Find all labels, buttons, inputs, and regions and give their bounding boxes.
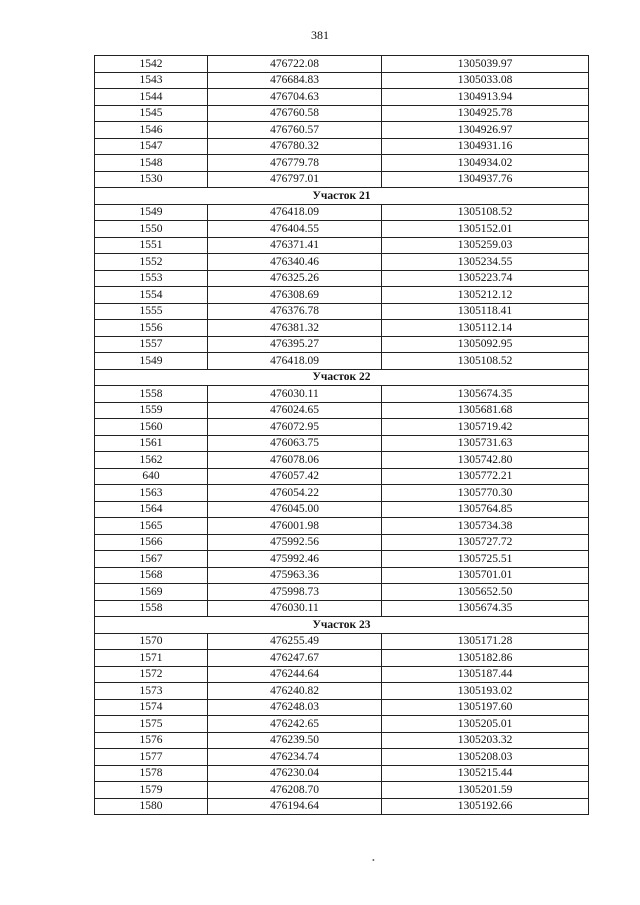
y-coordinate-cell: 1305192.66 [382,798,589,815]
y-coordinate-cell: 1305171.28 [382,633,589,650]
point-number-cell: 1543 [95,72,208,89]
y-coordinate-cell: 1305182.86 [382,650,589,667]
y-coordinate-cell: 1305223.74 [382,270,589,287]
point-number-cell: 1572 [95,666,208,683]
table-row [95,633,589,650]
point-number-cell: 1554 [95,287,208,304]
point-number-cell: 1563 [95,485,208,502]
y-coordinate-cell: 1305197.60 [382,699,589,716]
x-coordinate-cell: 476780.32 [208,138,382,155]
table-row [95,650,589,667]
y-coordinate-cell: 1305193.02 [382,683,589,700]
x-coordinate-cell: 476045.00 [208,501,382,518]
table-row [95,72,589,89]
table-row [95,56,589,73]
x-coordinate-cell: 475992.46 [208,551,382,568]
point-number-cell: 1557 [95,336,208,353]
table-row [95,501,589,518]
x-coordinate-cell: 476308.69 [208,287,382,304]
x-coordinate-cell: 476418.09 [208,204,382,221]
scan-speck: • [372,856,375,865]
x-coordinate-cell: 476072.95 [208,419,382,436]
x-coordinate-cell: 476395.27 [208,336,382,353]
y-coordinate-cell: 1305734.38 [382,518,589,535]
table-row [95,287,589,304]
y-coordinate-cell: 1305205.01 [382,716,589,733]
point-number-cell: 1549 [95,353,208,370]
y-coordinate-cell: 1304934.02 [382,155,589,172]
x-coordinate-cell: 476194.64 [208,798,382,815]
y-coordinate-cell: 1305203.32 [382,732,589,749]
x-coordinate-cell: 476797.01 [208,171,382,188]
table-row [95,683,589,700]
point-number-cell: 1579 [95,782,208,799]
point-number-cell: 1542 [95,56,208,73]
table-row [95,89,589,106]
point-number-cell: 1548 [95,155,208,172]
x-coordinate-cell: 476078.06 [208,452,382,469]
y-coordinate-cell: 1305118.41 [382,303,589,320]
point-number-cell: 1580 [95,798,208,815]
y-coordinate-cell: 1304931.16 [382,138,589,155]
y-coordinate-cell: 1305742.80 [382,452,589,469]
table-row [95,386,589,403]
point-number-cell: 1577 [95,749,208,766]
point-number-cell: 1552 [95,254,208,271]
point-number-cell: 1560 [95,419,208,436]
x-coordinate-cell: 476001.98 [208,518,382,535]
table-row [95,320,589,337]
point-number-cell: 1550 [95,221,208,238]
point-number-cell: 1574 [95,699,208,716]
y-coordinate-cell: 1305187.44 [382,666,589,683]
table-row [95,435,589,452]
point-number-cell: 1569 [95,584,208,601]
y-coordinate-cell: 1305674.35 [382,600,589,617]
y-coordinate-cell: 1305208.03 [382,749,589,766]
coordinates-table-body [95,56,589,815]
x-coordinate-cell: 476063.75 [208,435,382,452]
y-coordinate-cell: 1305772.21 [382,468,589,485]
x-coordinate-cell: 476234.74 [208,749,382,766]
y-coordinate-cell: 1305152.01 [382,221,589,238]
point-number-cell: 1578 [95,765,208,782]
point-number-cell: 1573 [95,683,208,700]
x-coordinate-cell: 476722.08 [208,56,382,73]
x-coordinate-cell: 476684.83 [208,72,382,89]
x-coordinate-cell: 476371.41 [208,237,382,254]
x-coordinate-cell: 476340.46 [208,254,382,271]
y-coordinate-cell: 1305725.51 [382,551,589,568]
y-coordinate-cell: 1305033.08 [382,72,589,89]
section-header-row [95,617,589,634]
x-coordinate-cell: 476054.22 [208,485,382,502]
y-coordinate-cell: 1305764.85 [382,501,589,518]
x-coordinate-cell: 476247.67 [208,650,382,667]
y-coordinate-cell: 1305731.63 [382,435,589,452]
y-coordinate-cell: 1305674.35 [382,386,589,403]
point-number-cell: 1562 [95,452,208,469]
point-number-cell: 1558 [95,386,208,403]
table-row [95,336,589,353]
x-coordinate-cell: 476255.49 [208,633,382,650]
x-coordinate-cell: 476248.03 [208,699,382,716]
y-coordinate-cell: 1305652.50 [382,584,589,601]
point-number-cell: 1576 [95,732,208,749]
x-coordinate-cell: 476230.04 [208,765,382,782]
point-number-cell: 1553 [95,270,208,287]
page-number: 381 [311,28,329,42]
table-row [95,518,589,535]
table-row [95,122,589,139]
point-number-cell: 1570 [95,633,208,650]
x-coordinate-cell: 476760.58 [208,105,382,122]
table-row [95,419,589,436]
table-row [95,254,589,271]
y-coordinate-cell: 1305770.30 [382,485,589,502]
x-coordinate-cell: 476024.65 [208,402,382,419]
point-number-cell: 1564 [95,501,208,518]
point-number-cell: 1568 [95,567,208,584]
y-coordinate-cell: 1305039.97 [382,56,589,73]
table-row [95,155,589,172]
point-number-cell: 1561 [95,435,208,452]
y-coordinate-cell: 1305108.52 [382,353,589,370]
y-coordinate-cell: 1305201.59 [382,782,589,799]
x-coordinate-cell: 476704.63 [208,89,382,106]
table-row [95,171,589,188]
section-title: Участок 23 [95,617,589,634]
point-number-cell: 1549 [95,204,208,221]
y-coordinate-cell: 1305108.52 [382,204,589,221]
point-number-cell: 1565 [95,518,208,535]
y-coordinate-cell: 1305112.14 [382,320,589,337]
table-row [95,551,589,568]
x-coordinate-cell: 476242.65 [208,716,382,733]
point-number-cell: 1530 [95,171,208,188]
table-row [95,765,589,782]
section-title: Участок 22 [95,369,589,386]
y-coordinate-cell: 1305092.95 [382,336,589,353]
point-number-cell: 1575 [95,716,208,733]
point-number-cell: 1555 [95,303,208,320]
y-coordinate-cell: 1305234.55 [382,254,589,271]
table-row [95,485,589,502]
table-row [95,237,589,254]
table-row [95,353,589,370]
x-coordinate-cell: 476376.78 [208,303,382,320]
table-row [95,452,589,469]
table-row [95,534,589,551]
y-coordinate-cell: 1304925.78 [382,105,589,122]
table-row [95,782,589,799]
y-coordinate-cell: 1305215.44 [382,765,589,782]
x-coordinate-cell: 476240.82 [208,683,382,700]
y-coordinate-cell: 1305681.68 [382,402,589,419]
x-coordinate-cell: 476239.50 [208,732,382,749]
point-number-cell: 1559 [95,402,208,419]
point-number-cell: 1545 [95,105,208,122]
table-row [95,221,589,238]
table-row [95,567,589,584]
x-coordinate-cell: 476208.70 [208,782,382,799]
x-coordinate-cell: 476381.32 [208,320,382,337]
x-coordinate-cell: 476760.57 [208,122,382,139]
point-number-cell: 1558 [95,600,208,617]
table-row [95,699,589,716]
table-row [95,666,589,683]
point-number-cell: 1544 [95,89,208,106]
y-coordinate-cell: 1305259.03 [382,237,589,254]
table-row [95,204,589,221]
y-coordinate-cell: 1304913.94 [382,89,589,106]
table-row [95,600,589,617]
x-coordinate-cell: 476030.11 [208,386,382,403]
point-number-cell: 1567 [95,551,208,568]
table-row [95,105,589,122]
x-coordinate-cell: 476779.78 [208,155,382,172]
point-number-cell: 1551 [95,237,208,254]
y-coordinate-cell: 1305727.72 [382,534,589,551]
table-row [95,270,589,287]
table-row [95,303,589,320]
table-row [95,468,589,485]
x-coordinate-cell: 476325.26 [208,270,382,287]
point-number-cell: 1546 [95,122,208,139]
point-number-cell: 640 [95,468,208,485]
point-number-cell: 1571 [95,650,208,667]
point-number-cell: 1556 [95,320,208,337]
x-coordinate-cell: 476030.11 [208,600,382,617]
x-coordinate-cell: 476244.64 [208,666,382,683]
point-number-cell: 1566 [95,534,208,551]
coordinates-table [94,55,589,815]
table-row [95,138,589,155]
y-coordinate-cell: 1304937.76 [382,171,589,188]
x-coordinate-cell: 475992.56 [208,534,382,551]
x-coordinate-cell: 476418.09 [208,353,382,370]
section-header-row [95,188,589,205]
table-row [95,732,589,749]
table-row [95,798,589,815]
x-coordinate-cell: 476057.42 [208,468,382,485]
x-coordinate-cell: 476404.55 [208,221,382,238]
table-row [95,402,589,419]
table-row [95,716,589,733]
x-coordinate-cell: 475998.73 [208,584,382,601]
y-coordinate-cell: 1305212.12 [382,287,589,304]
table-row [95,584,589,601]
y-coordinate-cell: 1305701.01 [382,567,589,584]
x-coordinate-cell: 475963.36 [208,567,382,584]
point-number-cell: 1547 [95,138,208,155]
section-header-row [95,369,589,386]
table-row [95,749,589,766]
y-coordinate-cell: 1304926.97 [382,122,589,139]
y-coordinate-cell: 1305719.42 [382,419,589,436]
section-title: Участок 21 [95,188,589,205]
